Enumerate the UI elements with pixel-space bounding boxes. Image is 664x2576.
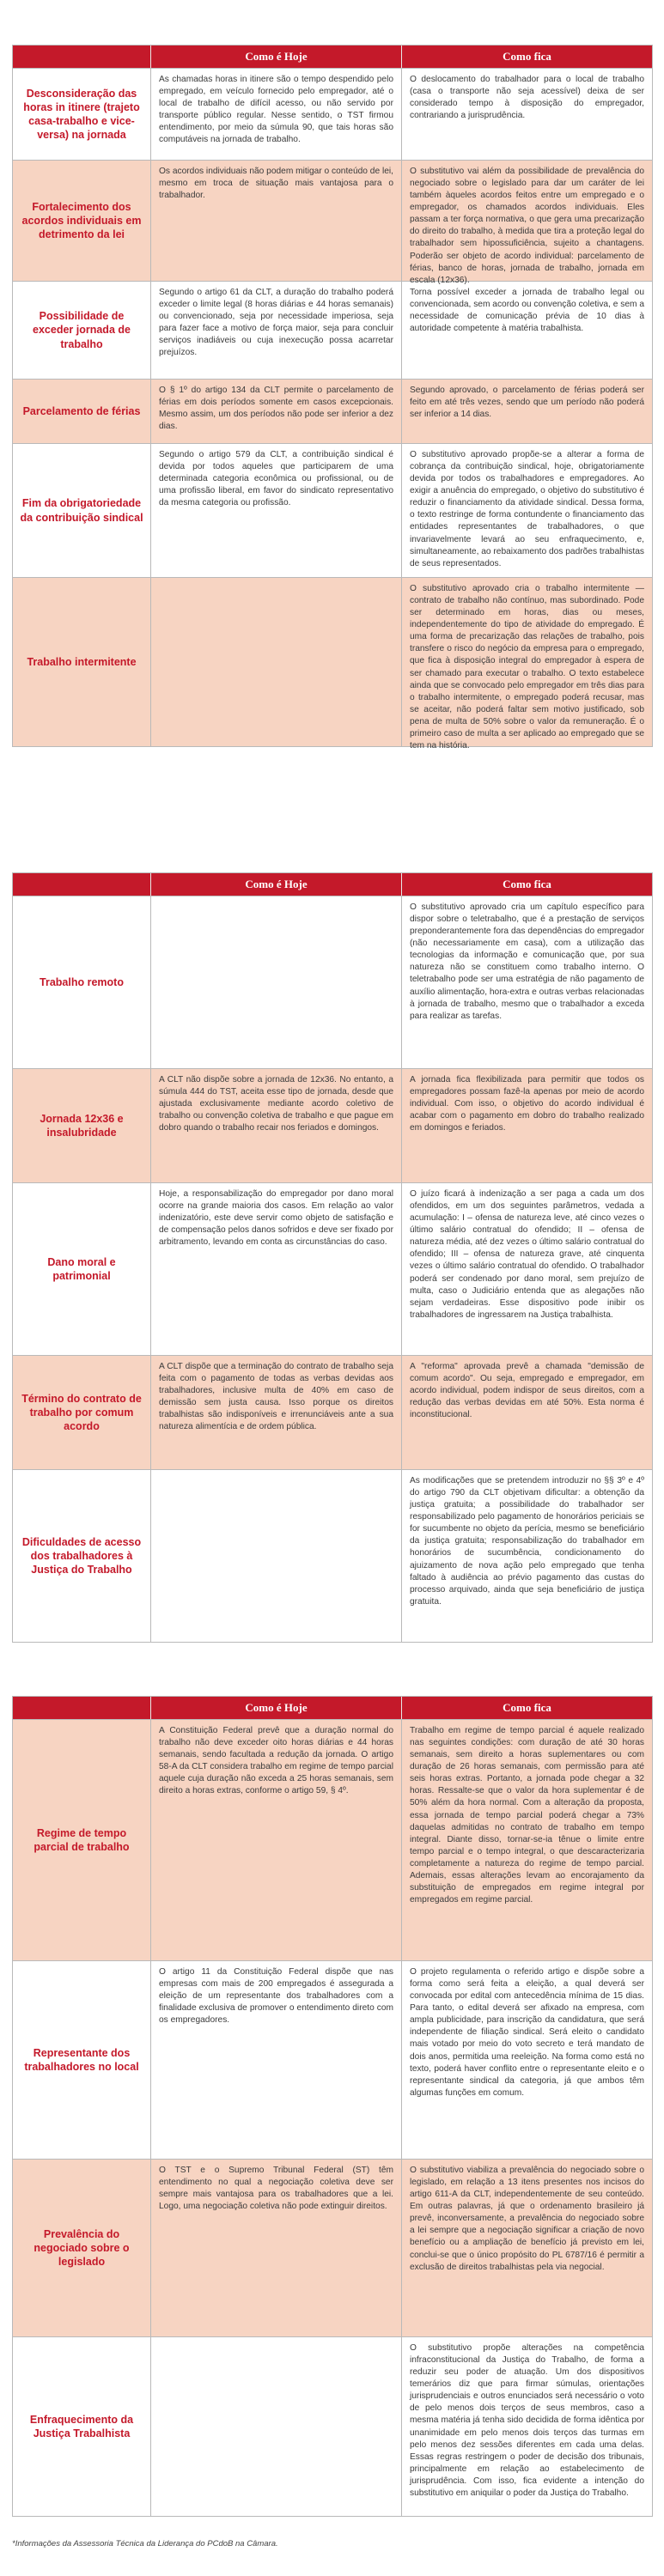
cell-fica: O deslocamento do trabalhador para o local de trabalho (casa o transporte não seja acessível) deixa de ser considerado tempo à disposição do empregador, contrariando a jurisprudência. — [401, 69, 652, 160]
row-topic: Jornada 12x36 e insalubridade — [40, 1112, 124, 1139]
table-row — [13, 1960, 652, 2159]
table-row — [13, 443, 652, 577]
table-header — [13, 873, 652, 896]
row-topic: Fim da obrigatoriedade da contribuição sindical — [20, 497, 143, 524]
cell-fica: As modificações que se pretendem introduzir no §§ 3º e 4º do artigo 790 da CLT objetivam dificultar: a obtenção da justiça gratuita; a possibilidade do trabalhador ser responsabilizado pelo pagamento de honorários periciais se for sucumbente no objeto da perícia, mesmo se beneficiário da justiça gratuita; responsabilização do trabalhador em honorários de sucumbência, condicionamento do ajuizamento de nova ação pelo empregado que tenha faltado à audiência ao prévio pagamento das custas do processo arquivado, ainda que seja beneficiário de justiça gratuita. — [401, 1470, 652, 1642]
table-row — [13, 1182, 652, 1355]
header-como-fica: Como fica — [401, 46, 652, 68]
cell-fica: O substitutivo propõe alterações na competência infraconstitucional da Justiça do Trabalho, de forma a reduzir seu poder de atuação. Um dos dispositivos temerários diz que para firmar súmulas, orientações jurisprudenciais e outros enunciados será necessário o voto de pelo menos dois terços de seus membros, caso a mesma matéria já tenha sido decidida de forma idêntica por unanimidade em pelo menos dois terços das turmas em pelo menos dez sessões diferentes em cada uma delas. Essas regras restringem o poder de decisão dos tribunais, principalmente em relação ao estabelecimento de jurisprudência. Com isso, fica evidente a intenção do substitutivo em aniquilar o poder da Justiça do Trabalho. — [401, 2337, 652, 2516]
cell-fica: Trabalho em regime de tempo parcial é aquele realizado nas seguintes condições: com duração de até 30 horas semanais, sem direito a horas suplementares ou com duração de 26 horas semanais, com permissão para até seis horas extras. Portanto, a jornada pode chegar a 32 horas. Ressalte-se que o valor da hora suplementar é de 50% além da hora normal. Com a alteração da proposta, essa jornada de tempo parcial poderá chegar a 73% daquelas admitidas no contrato de trabalho em tempo integral. Diante disso, tornar-se-ia tênue o limite entre tempo parcial e o tempo integral, o que descaracterizaria completamente a natureza do regime de tempo parcial. Ademais, essas alterações levam ao encorajamento da substituição de empregados em regime integral por empregados em regime parcial. — [401, 1720, 652, 1960]
header-corner — [13, 873, 150, 896]
row-topic: Dano moral e patrimonial — [47, 1255, 116, 1282]
cell-fica: O projeto regulamenta o referido artigo e dispõe sobre a forma como será feita a eleição, a qual deverá ser convocada por edital com antecedência mínima de 15 dias. Para tanto, o edital deverá ser afixado na empresa, com ampla publicidade, para inscrição da candidatura, que será independente de filiação sindical. Será eleito o candidato mais votado por meio do voto secreto e terá mandato de dois anos, permitida uma reeleição. Na forma como está no texto, poderá haver conflito entre o representante eleito e o representante sindical da categoria, já que ambos têm algumas funções em comum. — [401, 1961, 652, 2159]
header-corner — [13, 46, 150, 68]
table-row — [13, 1719, 652, 1960]
cell-hoje: O TST e o Supremo Tribunal Federal (ST) têm entendimento no qual a negociação coletiva deve ser sempre mais vantajosa para os trabalhadores que a lei. Logo, uma negociação coletiva não pode extinguir direitos. — [150, 2160, 401, 2336]
cell-fica: Segundo aprovado, o parcelamento de férias poderá ser feito em até três vezes, sendo que um período não poderá ser inferior a 14 dias. — [401, 380, 652, 443]
row-topic: Desconsideração das horas in itinere (trajeto casa-trabalho e vice-versa) na jornada — [23, 87, 140, 142]
table-row — [13, 1355, 652, 1469]
header-como-e-hoje: Como é Hoje — [150, 46, 401, 68]
cell-fica: Torna possível exceder a jornada de trabalho legal ou convencionada, sem acordo ou convenção coletiva, e sem a necessidade de comunicação prévia de 10 dias à autoridade competente à matéria trabalhista. — [401, 282, 652, 379]
table-row — [13, 2336, 652, 2516]
table-row — [13, 160, 652, 285]
cell-fica: A jornada fica flexibilizada para permitir que todos os empregadores possam fazê-la apenas por meio de acordo individual. Com isso, o objetivo do acordo individual é acabar com o pagamento em dobro do trabalho realizado em domingos e feriados. — [401, 1069, 652, 1182]
table-header — [13, 1697, 652, 1719]
row-topic: Trabalho intermitente — [27, 655, 137, 668]
cell-hoje — [150, 2337, 401, 2516]
row-topic: Possibilidade de exceder jornada de trabalho — [33, 310, 131, 350]
row-topic: Parcelamento de férias — [22, 404, 141, 417]
cell-hoje — [150, 1470, 401, 1642]
comparison-table-1 — [12, 45, 653, 751]
table-row — [13, 577, 652, 751]
table-row — [13, 896, 652, 1068]
header-como-fica: Como fica — [401, 1697, 652, 1719]
cell-hoje: As chamadas horas in itinere são o tempo despendido pelo empregado, em veículo fornecido pelo empregador, até o local de trabalho de difícil acesso, ou não servido por transporte público regular. Nesse sentido, o TST firmou entendimento, por meio da súmula 90, que tais horas são computáveis na jornada de trabalho. — [150, 69, 401, 160]
header-corner — [13, 1697, 150, 1719]
header-como-e-hoje: Como é Hoje — [150, 1697, 401, 1719]
table-row — [13, 281, 652, 379]
comparison-table-3 — [12, 1696, 653, 2517]
cell-fica: O substitutivo aprovado propõe-se a alterar a forma de cobrança da contribuição sindical, hoje, obrigatoriamente devida por todos os trabalhadores e empregadores. Ao exigir a anuência do empregado, o objetivo do substitutivo é reduzir o financiamento da atividade sindical. Dessa forma, o texto restringe de forma contundente o financiamento das entidades representantes de trabalhadores, o que invariavelmente levará ao seu enfraquecimento, e, simultaneamente, ao rebaixamento dos padrões trabalhistas de seus representados. — [401, 444, 652, 577]
row-topic: Enfraquecimento da Justiça Trabalhista — [29, 2413, 134, 2439]
cell-fica: O substitutivo viabiliza a prevalência do negociado sobre o legislado, em relação a 13 itens presentes nos incisos do artigo 611-A da CLT, independentemente de seu conteúdo. Em outras palavras, já que o ordenamento brasileiro já prevê, inconversamente, a prevalência do negociado sobre a lei sempre que a negociação significar a criação de novo benefício ou a ampliação de benefício já previsto em lei, conclui-se que o único propósito do PL 6787/16 é permitir a exclusão de direitos trabalhistas pela via negocial. — [401, 2160, 652, 2336]
row-topic: Regime de tempo parcial de trabalho — [34, 1826, 130, 1853]
footnote: *Informações da Assessoria Técnica da Liderança do PCdoB na Câmara. — [12, 2539, 278, 2549]
cell-hoje: Hoje, a responsabilização do empregador por dano moral ocorre na grande maioria dos casos. Em relação ao valor indenizatório, este deve servir como objeto de satisfação e de compensação pelos danos sofridos e deve ser fixado por arbitramento, levando em conta as circunstâncias do caso. — [150, 1183, 401, 1355]
row-topic: Fortalecimento dos acordos individuais em detrimento da lei — [21, 200, 142, 241]
cell-fica: A "reforma" aprovada prevê a chamada "demissão de comum acordo". Ou seja, empregado e empregador, em acordo individual, podem indispor de seus direitos, com a redução das verbas devidas em até 50%. Esta norma é inconstitucional. — [401, 1356, 652, 1469]
cell-hoje: Os acordos individuais não podem mitigar o conteúdo de lei, mesmo em troca de situação mais vantajosa para o trabalhador. — [150, 161, 401, 281]
header-como-e-hoje: Como é Hoje — [150, 873, 401, 896]
cell-fica: O substitutivo vai além da possibilidade de prevalência do negociado sobre o legislado para dar um caráter de lei também àqueles acordos feitos entre um empregado e o empregador, os chamados acordos individuais. Eles passam a ter força normativa, o que gera uma precarização do direito do trabalho, à medida que tira a proteção legal do trabalhador sem hipossuficiência, sujeito a chantagens. Poderão ser objeto de acordo individual: parcelamento de férias, banco de horas, jornada de trabalho, jornada em escala (12x36). — [401, 161, 652, 281]
header-como-fica: Como fica — [401, 873, 652, 896]
table-row — [13, 1068, 652, 1182]
cell-fica: O juízo ficará à indenização a ser paga a cada um dos ofendidos, em um dos seguintes parâmetros, vedada a acumulação: I – ofensa de natureza leve, até cinco vezes o último salário contratual do ofendido; II – ofensa de natureza média, até dez vezes o último salário contratual do ofendido; III – ofensa de natureza grave, até cinquenta vezes o último salário contratual do ofendido. O trabalhador poderá ser condenado por dano moral, sem prejuízo de multa, caso o Judiciário entenda que as alegações não sejam verdadeiras. Esse dispositivo pode inibir os trabalhadores de ingressarem na Justiça trabalhista. — [401, 1183, 652, 1355]
cell-fica: O substitutivo aprovado cria o trabalho intermitente — contrato de trabalho não contínuo, mas subordinado. Pode ser determinado em horas, dias ou meses, independentemente do tipo de atividade do empregado. É uma forma de precarização das relações de trabalho, pois transfere o risco do negócio da empresa para o empregado, que fica à disposição integral do empregador à espera de ser chamado para executar o trabalho. O texto estabelece ainda que se convocado pelo empregador em três dias para o trabalho intermitente, o empregado poderá recusar, mas se aceitar, não poderá faltar sem motivo justificado, sob pena de multa de 50% sobre o valor da remuneração. É o primeiro caso de multa a ser aplicado ao empregado que se tem na história. — [401, 578, 652, 746]
cell-hoje: O artigo 11 da Constituição Federal dispõe que nas empresas com mais de 200 empregados é assegurada a eleição de um representante dos trabalhadores com a finalidade exclusiva de promover o entendimento direto com os empregadores. — [150, 1961, 401, 2159]
row-topic: Trabalho remoto — [40, 975, 124, 988]
cell-hoje: O § 1º do artigo 134 da CLT permite o parcelamento de férias em dois períodos somente em casos excepcionais. Mesmo assim, um dos períodos não pode ser inferior a dez dias. — [150, 380, 401, 443]
comparison-table-2 — [12, 872, 653, 1643]
table-row — [13, 379, 652, 443]
row-topic: Prevalência do negociado sobre o legislado — [34, 2227, 130, 2269]
table-header — [13, 46, 652, 68]
cell-hoje — [150, 578, 401, 746]
cell-hoje: Segundo o artigo 61 da CLT, a duração do trabalho poderá exceder o limite legal (8 horas diárias e 44 horas semanais) ou convencionado, seja por necessidade imperiosa, seja para fazer face a motivo de força maior, seja para concluir serviços inadiáveis ou cuja inexecução possa acarretar prejuízos. — [150, 282, 401, 379]
cell-hoje: A CLT não dispõe sobre a jornada de 12x36. No entanto, a súmula 444 do TST, aceita esse tipo de jornada, desde que ajustada exclusivamente mediante acordo coletivo de trabalho ou convenção coletiva de trabalho e que pague em dobro quando o trabalho recair nos feriados e domingos. — [150, 1069, 401, 1182]
cell-hoje: A Constituição Federal prevê que a duração normal do trabalho não deve exceder oito horas diárias e 44 horas semanais, sendo facultada a redução da jornada. O artigo 58-A da CLT considera trabalho em regime de tempo parcial aquele cuja duração não exceda a 25 horas semanais, sem direito a horas extras, conforme o artigo 59, § 4º. — [150, 1720, 401, 1960]
table-row — [13, 2159, 652, 2336]
row-topic: Término do contrato de trabalho por comum acordo — [21, 1392, 142, 1433]
cell-hoje — [150, 896, 401, 1068]
table-row — [13, 1469, 652, 1642]
cell-hoje: A CLT dispõe que a terminação do contrato de trabalho seja feita com o pagamento de todas as verbas devidas aos trabalhadores, inclusive multa de 40% em caso de demissão sem justa causa. Isso porque os direitos trabalhistas são indisponíveis e irrenunciáveis ante a sua natureza alimentícia e de ordem pública. — [150, 1356, 401, 1469]
cell-hoje: Segundo o artigo 579 da CLT, a contribuição sindical é devida por todos aqueles que participarem de uma determinada categoria econômica ou profissional, ou de uma profissão liberal, em favor do sindicato representativo da mesma categoria ou profissão. — [150, 444, 401, 577]
table-row — [13, 68, 652, 160]
row-topic: Dificuldades de acesso dos trabalhadores à Justiça do Trabalho — [21, 1535, 142, 1577]
cell-fica: O substitutivo aprovado cria um capítulo específico para dispor sobre o teletrabalho, que é a prestação de serviços preponderantemente fora das dependências do empregador (não necessariamente em casa), com a utilização das tecnologias da informação e comunicação que, por sua natureza não se constituem como trabalho interno. O teletrabalho pode ser uma estratégia de não pagamento de auxílio alimentação, hora-extra e outras verbas relacionadas à jornada de trabalho, mesmo que o trabalhador a exceda para realizar as tarefas. — [401, 896, 652, 1068]
row-topic: Representante dos trabalhadores no local — [24, 2046, 139, 2073]
